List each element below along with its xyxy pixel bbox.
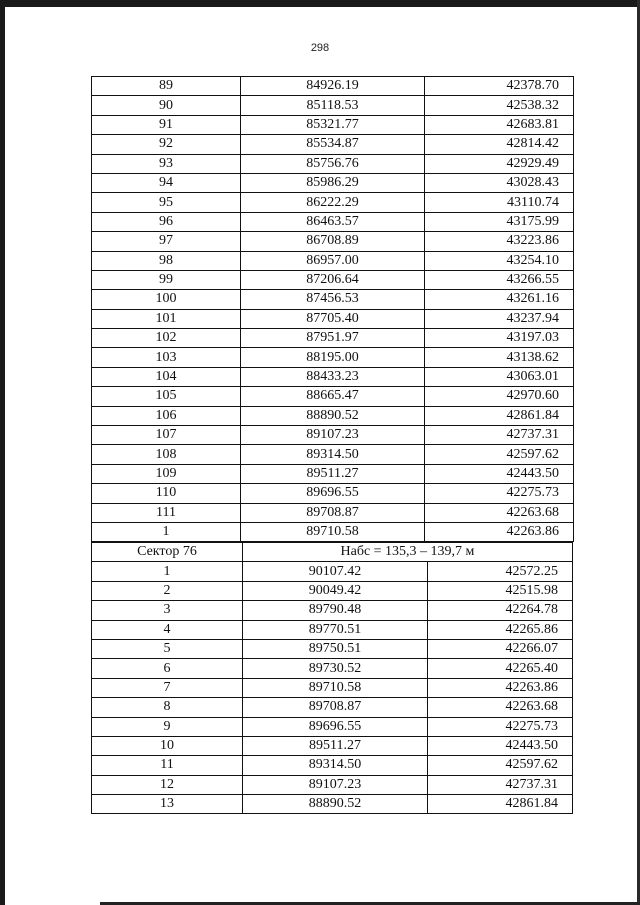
table-row xyxy=(92,659,573,678)
x-coordinate-cell: 89696.55 xyxy=(241,484,425,503)
y-coordinate-cell: 42737.31 xyxy=(425,426,574,445)
y-coordinate-cell: 43254.10 xyxy=(425,251,574,270)
y-coordinate-cell: 43261.16 xyxy=(425,290,574,309)
point-number-cell: 92 xyxy=(92,135,241,154)
x-coordinate-cell: 88195.00 xyxy=(241,348,425,367)
x-coordinate-cell: 87951.97 xyxy=(241,329,425,348)
x-coordinate-cell: 88890.52 xyxy=(242,795,427,814)
coordinates-table-body xyxy=(92,77,574,542)
y-coordinate-cell: 42443.50 xyxy=(428,736,573,755)
table-row xyxy=(92,756,573,775)
x-coordinate-cell: 86463.57 xyxy=(241,212,425,231)
x-coordinate-cell: 89710.58 xyxy=(242,678,427,697)
table-row xyxy=(92,562,573,581)
y-coordinate-cell: 42572.25 xyxy=(428,562,573,581)
sector-coordinates-table xyxy=(91,542,573,814)
point-number-cell: 97 xyxy=(92,232,241,251)
y-coordinate-cell: 43223.86 xyxy=(425,232,574,251)
point-number-cell: 105 xyxy=(92,387,241,406)
y-coordinate-cell: 42265.40 xyxy=(428,659,573,678)
x-coordinate-cell: 90049.42 xyxy=(242,581,427,600)
x-coordinate-cell: 89314.50 xyxy=(241,445,425,464)
x-coordinate-cell: 87456.53 xyxy=(241,290,425,309)
table-row xyxy=(92,464,574,483)
x-coordinate-cell: 89710.58 xyxy=(241,522,425,541)
y-coordinate-cell: 42515.98 xyxy=(428,581,573,600)
y-coordinate-cell: 42275.73 xyxy=(428,717,573,736)
table-row xyxy=(92,503,574,522)
point-number-cell: 1 xyxy=(92,562,243,581)
table-row xyxy=(92,154,574,173)
table-row xyxy=(92,522,574,541)
y-coordinate-cell: 42861.84 xyxy=(428,795,573,814)
sector-table-body xyxy=(92,543,573,814)
table-row xyxy=(92,406,574,425)
table-row xyxy=(92,309,574,328)
x-coordinate-cell: 89696.55 xyxy=(242,717,427,736)
x-coordinate-cell: 87206.64 xyxy=(241,270,425,289)
table-row xyxy=(92,795,573,814)
table-row xyxy=(92,698,573,717)
y-coordinate-cell: 43110.74 xyxy=(425,193,574,212)
point-number-cell: 107 xyxy=(92,426,241,445)
y-coordinate-cell: 42265.86 xyxy=(428,620,573,639)
x-coordinate-cell: 85986.29 xyxy=(241,173,425,192)
table-row xyxy=(92,426,574,445)
point-number-cell: 93 xyxy=(92,154,241,173)
scan-border-top xyxy=(0,0,640,7)
table-row xyxy=(92,775,573,794)
y-coordinate-cell: 43175.99 xyxy=(425,212,574,231)
table-row xyxy=(92,96,574,115)
x-coordinate-cell: 90107.42 xyxy=(242,562,427,581)
point-number-cell: 96 xyxy=(92,212,241,231)
y-coordinate-cell: 42264.78 xyxy=(428,601,573,620)
point-number-cell: 100 xyxy=(92,290,241,309)
table-row xyxy=(92,601,573,620)
scan-border-left xyxy=(0,0,5,905)
x-coordinate-cell: 88665.47 xyxy=(241,387,425,406)
point-number-cell: 94 xyxy=(92,173,241,192)
x-coordinate-cell: 85756.76 xyxy=(241,154,425,173)
x-coordinate-cell: 88433.23 xyxy=(241,367,425,386)
x-coordinate-cell: 89708.87 xyxy=(241,503,425,522)
point-number-cell: 106 xyxy=(92,406,241,425)
x-coordinate-cell: 89790.48 xyxy=(242,601,427,620)
y-coordinate-cell: 42263.86 xyxy=(425,522,574,541)
x-coordinate-cell: 89511.27 xyxy=(242,736,427,755)
y-coordinate-cell: 42861.84 xyxy=(425,406,574,425)
x-coordinate-cell: 88890.52 xyxy=(241,406,425,425)
point-number-cell: 8 xyxy=(92,698,243,717)
point-number-cell: 111 xyxy=(92,503,241,522)
x-coordinate-cell: 89750.51 xyxy=(242,639,427,658)
table-row xyxy=(92,77,574,96)
y-coordinate-cell: 42814.42 xyxy=(425,135,574,154)
point-number-cell: 102 xyxy=(92,329,241,348)
point-number-cell: 13 xyxy=(92,795,243,814)
point-number-cell: 12 xyxy=(92,775,243,794)
y-coordinate-cell: 42597.62 xyxy=(428,756,573,775)
point-number-cell: 90 xyxy=(92,96,241,115)
point-number-cell: 6 xyxy=(92,659,243,678)
y-coordinate-cell: 42929.49 xyxy=(425,154,574,173)
x-coordinate-cell: 85321.77 xyxy=(241,115,425,134)
x-coordinate-cell: 86222.29 xyxy=(241,193,425,212)
table-row xyxy=(92,135,574,154)
y-coordinate-cell: 42263.86 xyxy=(428,678,573,697)
x-coordinate-cell: 89770.51 xyxy=(242,620,427,639)
x-coordinate-cell: 89511.27 xyxy=(241,464,425,483)
point-number-cell: 110 xyxy=(92,484,241,503)
table-row xyxy=(92,445,574,464)
x-coordinate-cell: 85534.87 xyxy=(241,135,425,154)
point-number-cell: 91 xyxy=(92,115,241,134)
x-coordinate-cell: 89314.50 xyxy=(242,756,427,775)
point-number-cell: 95 xyxy=(92,193,241,212)
point-number-cell: 1 xyxy=(92,522,241,541)
point-number-cell: 11 xyxy=(92,756,243,775)
x-coordinate-cell: 87705.40 xyxy=(241,309,425,328)
table-row xyxy=(92,173,574,192)
table-row xyxy=(92,212,574,231)
point-number-cell: 103 xyxy=(92,348,241,367)
x-coordinate-cell: 89107.23 xyxy=(241,426,425,445)
x-coordinate-cell: 89708.87 xyxy=(242,698,427,717)
table-row xyxy=(92,232,574,251)
y-coordinate-cell: 43266.55 xyxy=(425,270,574,289)
x-coordinate-cell: 86957.00 xyxy=(241,251,425,270)
table-row xyxy=(92,620,573,639)
y-coordinate-cell: 42683.81 xyxy=(425,115,574,134)
y-coordinate-cell: 43028.43 xyxy=(425,173,574,192)
table-row xyxy=(92,367,574,386)
point-number-cell: 5 xyxy=(92,639,243,658)
sector-header-row xyxy=(92,543,573,562)
y-coordinate-cell: 42263.68 xyxy=(428,698,573,717)
y-coordinate-cell: 43197.03 xyxy=(425,329,574,348)
coordinates-table xyxy=(91,76,574,542)
y-coordinate-cell: 42538.32 xyxy=(425,96,574,115)
y-coordinate-cell: 42737.31 xyxy=(428,775,573,794)
table-row xyxy=(92,484,574,503)
point-number-cell: 104 xyxy=(92,367,241,386)
y-coordinate-cell: 43138.62 xyxy=(425,348,574,367)
table-row xyxy=(92,193,574,212)
table-row xyxy=(92,115,574,134)
x-coordinate-cell: 84926.19 xyxy=(241,77,425,96)
y-coordinate-cell: 42263.68 xyxy=(425,503,574,522)
point-number-cell: 109 xyxy=(92,464,241,483)
y-coordinate-cell: 42443.50 xyxy=(425,464,574,483)
y-coordinate-cell: 42275.73 xyxy=(425,484,574,503)
page-number: 298 xyxy=(310,42,330,54)
table-row xyxy=(92,581,573,600)
table-row xyxy=(92,387,574,406)
x-coordinate-cell: 89107.23 xyxy=(242,775,427,794)
point-number-cell: 99 xyxy=(92,270,241,289)
point-number-cell: 108 xyxy=(92,445,241,464)
sector-label: Сектор 76 xyxy=(92,543,243,562)
table-row xyxy=(92,736,573,755)
point-number-cell: 10 xyxy=(92,736,243,755)
x-coordinate-cell: 86708.89 xyxy=(241,232,425,251)
point-number-cell: 89 xyxy=(92,77,241,96)
point-number-cell: 9 xyxy=(92,717,243,736)
point-number-cell: 3 xyxy=(92,601,243,620)
x-coordinate-cell: 89730.52 xyxy=(242,659,427,678)
y-coordinate-cell: 43237.94 xyxy=(425,309,574,328)
table-row xyxy=(92,329,574,348)
y-coordinate-cell: 42378.70 xyxy=(425,77,574,96)
sector-height-range: Набс = 135,3 – 139,7 м xyxy=(242,543,572,562)
point-number-cell: 4 xyxy=(92,620,243,639)
table-row xyxy=(92,290,574,309)
table-row xyxy=(92,348,574,367)
y-coordinate-cell: 42597.62 xyxy=(425,445,574,464)
table-row xyxy=(92,251,574,270)
point-number-cell: 101 xyxy=(92,309,241,328)
y-coordinate-cell: 42266.07 xyxy=(428,639,573,658)
x-coordinate-cell: 85118.53 xyxy=(241,96,425,115)
table-row xyxy=(92,717,573,736)
y-coordinate-cell: 43063.01 xyxy=(425,367,574,386)
table-row xyxy=(92,639,573,658)
point-number-cell: 98 xyxy=(92,251,241,270)
y-coordinate-cell: 42970.60 xyxy=(425,387,574,406)
table-row xyxy=(92,678,573,697)
point-number-cell: 2 xyxy=(92,581,243,600)
point-number-cell: 7 xyxy=(92,678,243,697)
table-row xyxy=(92,270,574,289)
